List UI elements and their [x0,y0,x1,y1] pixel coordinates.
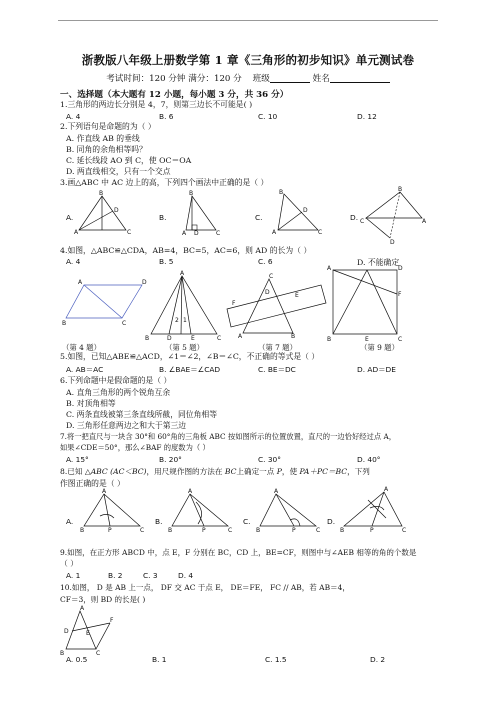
question-8-option-c: C. [243,517,251,526]
question-5-option-c: C. BE＝DC [258,365,296,374]
svg-text:E: E [191,335,195,342]
q3-figure-d [360,186,430,246]
question-4-option-b: B. 5 [159,257,174,266]
svg-text:P: P [370,527,374,534]
question-9-option-b: B. 2 [108,571,123,580]
question-6-option-a: A. 直角三角形的两个锐角互余 [66,388,171,397]
svg-text:A: A [80,605,85,612]
svg-text:A: A [384,486,389,493]
caption-figure-9: （第 9 题） [360,343,399,352]
svg-text:B: B [62,320,67,327]
question-7-option-d: D. 40° [357,455,381,464]
question-10-option-b: B. 1 [152,655,167,664]
svg-text:B: B [256,527,261,534]
svg-text:D: D [303,207,308,214]
question-9-line-2: （ ） [60,559,79,568]
svg-text:A: A [182,230,187,237]
question-10-option-a: A. 0.5 [66,655,88,664]
caption-figure-5: （第 5 题） [165,343,204,352]
svg-text:A: A [78,279,83,286]
question-8-line-1 [60,467,370,477]
section-heading: 一、选择题（本大题有 12 小题，每小题 3 分，共 36 分） [60,90,289,100]
svg-text:A: A [274,488,279,495]
question-9-option-a: A. 1 [66,571,81,580]
q8-text-d: ，使 [281,467,298,476]
svg-text:A: A [188,488,193,495]
question-2-stem: 2.下列语句是命题的为（ ） [60,122,156,131]
svg-text:B: B [99,190,104,197]
svg-text:D: D [398,265,403,272]
svg-text:B: B [340,527,345,534]
svg-text:C: C [140,527,145,534]
q4-figure [62,280,152,330]
header-rule [58,20,438,21]
svg-text:A: A [272,229,277,236]
svg-text:C: C [398,336,403,343]
svg-text:P: P [108,527,112,534]
class-label: 班级 [252,74,270,84]
q10-figure [60,607,120,657]
svg-text:B: B [80,527,85,534]
question-8-option-a: A. [66,517,74,526]
q7-figure [225,275,330,340]
question-10-option-c: C. 1.5 [265,655,287,664]
question-3-option-c: C. [255,213,263,222]
question-3-stem: 3.画△ABC 中 AC 边上的高，下列四个画法中正确的是（ ） [60,178,269,187]
question-9-option-d: D. 4 [178,571,194,580]
svg-text:C: C [122,320,127,327]
question-9-line-1: 9.如图，在正方形 ABCD 中，点 E，F 分别在 BC，CD 上，BE=CF，则图中与∠AEB 相等的角的个数是 [60,548,417,557]
question-4-option-a: A. 4 [66,257,81,266]
question-5-option-d: D. AD＝DE [357,365,396,374]
question-3-option-d: D. [350,213,359,222]
q3-figure-a [74,190,134,235]
svg-text:A: A [327,265,332,272]
q3-figure-b [170,192,230,237]
svg-text:C: C [269,273,274,280]
question-2-option-d: D. 两直线相交，只有一个交点 [66,167,171,176]
question-1-option-c: C. 10 [258,112,278,121]
svg-text:D: D [265,289,270,296]
svg-text:F: F [232,300,236,307]
question-9-option-c: C. 3 [143,571,158,580]
q8-expr: △ABC (AC＜BC) [84,467,147,476]
svg-text:F: F [110,617,114,624]
svg-text:A: A [180,270,185,277]
q3-figure-c [266,190,326,235]
svg-text:D: D [142,279,147,286]
svg-text:C: C [127,229,132,236]
q8-text-b: ，用尺规作图的方法在 [146,467,223,476]
svg-text:D: D [114,207,119,214]
svg-text:D: D [194,230,199,237]
svg-text:B: B [189,190,194,197]
question-6-option-d: D. 三角形任意两边之和大于第三边 [66,421,187,430]
svg-text:B: B [279,189,284,196]
q5-figure [145,272,225,342]
svg-text:C: C [316,527,321,534]
svg-text:D: D [390,239,395,246]
svg-text:1: 1 [183,317,187,324]
q8-figure-a [80,490,150,535]
q8-eq: PA＋PC＝BC [299,467,348,476]
question-5-stem: 5.如图，已知△ABE≌△ACD，∠1＝∠2，∠B＝∠C，不正确的等式是（ ） [60,352,320,361]
question-6-option-b: B. 对顶角相等 [66,399,116,408]
svg-text:F: F [398,291,402,298]
q9-figure [327,266,407,346]
q8-text-c: 上确定一点 [236,467,275,476]
question-1-option-d: D. 12 [357,112,377,121]
question-2-option-c: C. 延长线段 AO 到 C，使 OC＝OA [66,156,192,165]
exam-time: 考试时间：120 分钟 [106,74,186,84]
q8-bc: BC [224,467,237,476]
question-2-option-b: B. 同角的余角相等吗？ [66,145,147,154]
svg-text:C: C [228,527,233,534]
question-6-option-c: C. 两条直线被第三条直线所截，同位角相等 [66,410,217,419]
svg-text:B: B [291,333,296,340]
caption-figure-7: （第 7 题） [258,343,297,352]
caption-figure-4: （第 4 题） [62,343,101,352]
q8-text-a: 8.已知 [60,467,83,476]
name-label: 姓名 [312,74,330,84]
question-8-option-d: D. [327,517,336,526]
question-3-option-b: B. [159,213,167,222]
question-10-line-2: CF＝3，则 BD 的长是( ) [60,595,146,604]
question-8-option-b: B. [155,517,163,526]
question-2-option-a: A. 作直线 AB 的垂线 [66,134,140,143]
question-1-option-b: B. 6 [159,112,174,121]
svg-text:D: D [167,335,172,342]
question-4-stem: 4.如图，△ABC≌△CDA，AB=4，BC=5，AC=6，则 AD 的长为（ ） [60,246,312,255]
class-blank [270,73,310,83]
svg-text:B: B [168,527,173,534]
question-7-line-2: 如果∠CDE＝50°，那么∠BAF 的度数为（ ） [60,443,210,452]
question-10-option-d: D. 2 [370,655,386,664]
question-4-option-d: D. 不能确定 [357,258,400,267]
question-4-option-c: C. 6 [258,257,273,266]
question-8-line-2: 作图正确的是（ ） [60,479,125,488]
svg-text:P: P [202,527,206,534]
exam-score: 满分：120 分 [188,74,242,84]
question-6-stem: 6.下列命题中是假命题的是（ ） [60,376,172,385]
svg-text:A: A [422,218,427,225]
question-7-option-b: B. 20° [159,455,182,464]
svg-text:A: A [74,229,79,236]
svg-text:C: C [402,527,407,534]
svg-text:D: D [64,628,69,635]
question-3-option-a: A. [66,213,74,222]
exam-info [0,72,496,84]
question-7-option-c: C. 30° [258,455,281,464]
q8-figure-c [256,490,326,535]
q8-figure-d [340,486,415,536]
svg-text:B: B [398,186,403,193]
q8-p: P [276,467,282,476]
svg-text:B: B [145,335,150,342]
svg-text:E: E [295,292,299,299]
svg-text:2: 2 [175,317,179,324]
svg-text:C: C [360,218,365,225]
svg-text:C: C [217,335,222,342]
svg-text:C: C [216,230,221,237]
svg-text:E: E [365,336,369,343]
svg-text:A: A [238,333,243,340]
question-1-option-a: A. 4 [66,112,81,121]
question-7-line-1: 7.将一把直尺与一块含 30°和 60°角的三角板 ABC 按如图所示的位置放置，直尺的一边恰好经过点 A， [60,432,397,441]
svg-text:C: C [318,229,323,236]
exam-title: 浙教版八年级上册数学第 1 章《三角形的初步知识》单元测试卷 [81,53,415,67]
svg-text:P: P [292,527,296,534]
svg-text:B: B [327,336,332,343]
question-10-line-1: 10.如图， D 是 AB 上一点， DF 交 AC 于点 E， DE＝FE， FC // AB，若 AB＝4， [60,583,350,592]
svg-text:C: C [96,650,101,657]
svg-text:B: B [60,650,65,657]
svg-text:A: A [102,488,107,495]
q8-text-e: ，下列 [347,467,370,476]
svg-text:E: E [86,630,90,637]
question-7-option-a: A. 15° [66,455,89,464]
q8-figure-b [168,490,238,535]
name-blank [330,73,390,83]
question-5-option-b: B. ∠BAE＝∠CAD [159,365,221,374]
question-1-stem: 1.三角形的两边长分别是 4，7，则第三边长不可能是( ) [60,100,253,109]
question-5-option-a: A. AB＝AC [66,365,104,374]
